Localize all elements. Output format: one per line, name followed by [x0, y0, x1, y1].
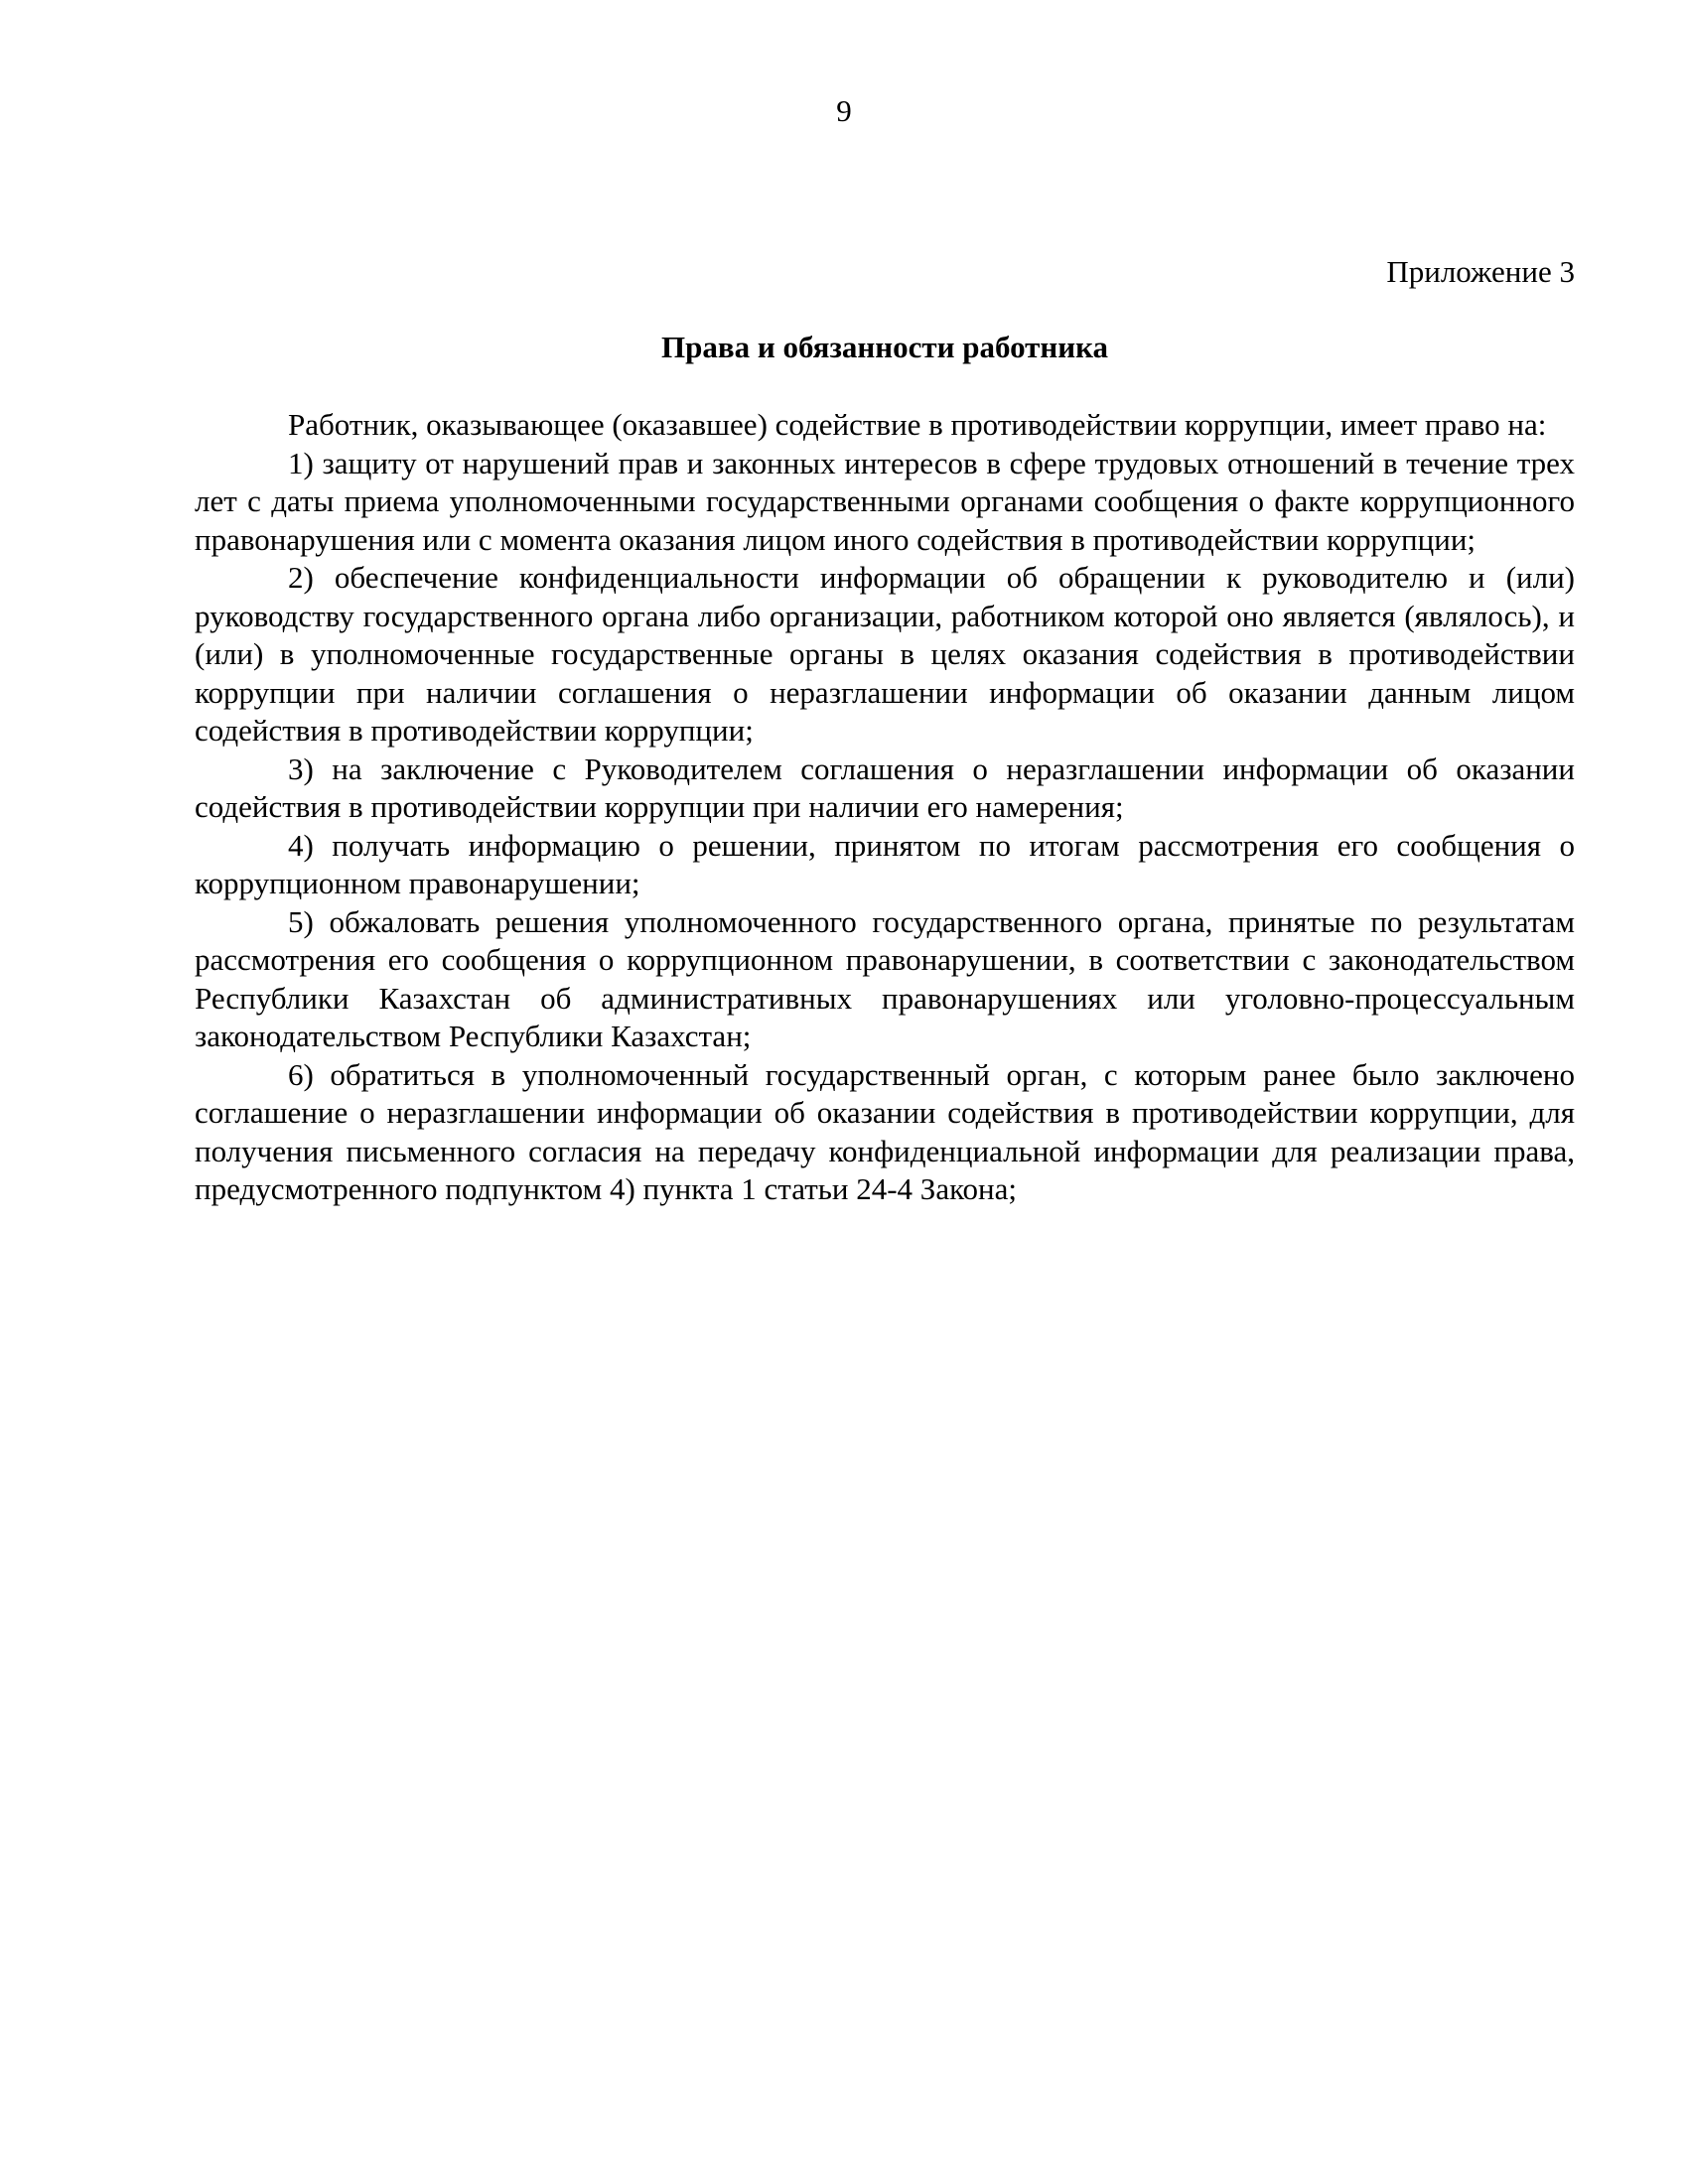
document-content: [195, 253, 1575, 1209]
list-item: 3) на заключение с Руководителем соглашения о неразглашении информации об оказании содействия в противодействии коррупции при наличии его намерения;: [195, 751, 1575, 824]
list-item: 2) обеспечение конфиденциальности информации об обращении к руководителю и (или) руководству государственного органа либо организации, работником которой оно является (являлось), и (или) в уполномоченные государственные органы в целях оказания содействия в противодействии коррупции при наличии соглашения о неразглашении информации об оказании данным лицом содействия в противодействии коррупции;: [195, 560, 1575, 748]
list-item: 5) обжаловать решения уполномоченного государственного органа, принятые по результатам рассмотрения его сообщения о коррупционном правонарушении, в соответствии с законодательством Республики Казахстан об административных правонарушениях или уголовно-процессуальным законодательством Республики Казахстан;: [195, 903, 1575, 1053]
page-number: 9: [836, 93, 852, 128]
list-item: 1) защиту от нарушений прав и законных интересов в сфере трудовых отношений в течение трех лет с даты приема уполномоченными государственными органами сообщения о факте коррупционного правонарушения или с момента оказания лицом иного содействия в противодействии коррупции;: [195, 445, 1575, 557]
body-text: [195, 406, 1575, 1209]
list-item: 4) получать информацию о решении, принятом по итогам рассмотрения его сообщения о коррупционном правонарушении;: [195, 827, 1575, 900]
list-item: 6) обратиться в уполномоченный государственный орган, с которым ранее было заключено соглашение о неразглашении информации об оказании содействия в противодействии коррупции, для получения письменного согласия на передачу конфиденциальной информации для реализации права, предусмотренного подпунктом 4) пункта 1 статьи 24-4 Закона;: [195, 1056, 1575, 1206]
intro-paragraph: Работник, оказывающее (оказавшее) содействие в противодействии коррупции, имеет право на:: [288, 407, 1547, 442]
page-title: Права и обязанности работника: [661, 330, 1108, 364]
appendix-label: Приложение 3: [1386, 254, 1575, 289]
